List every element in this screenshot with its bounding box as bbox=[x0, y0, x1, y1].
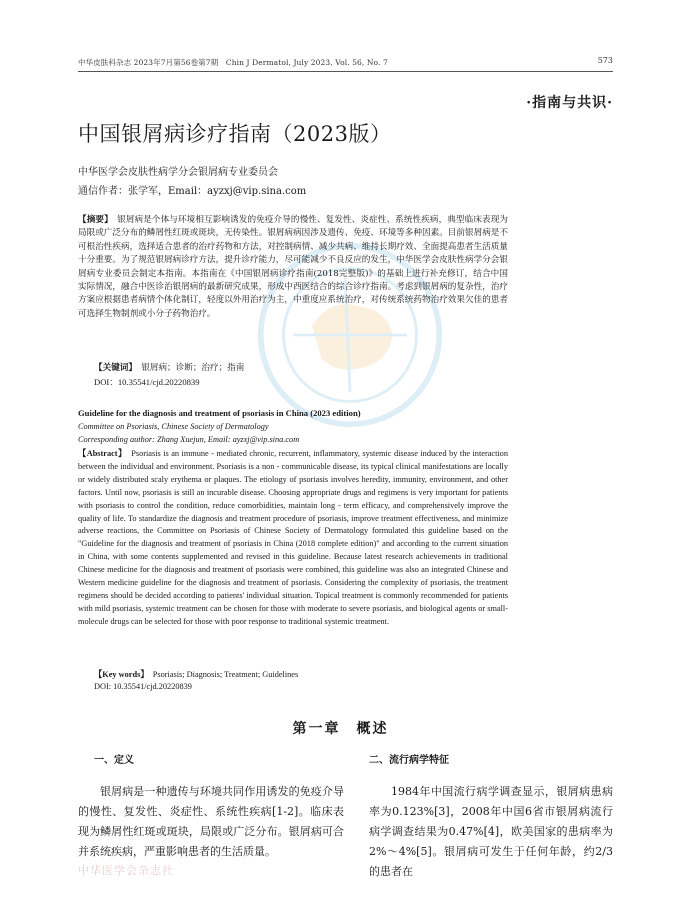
corresponding-author: 通信作者：张学军，Email：ayzxj@vip.sina.com bbox=[78, 186, 307, 197]
journal-header: 中华皮肤科杂志 2023年7月第56卷第7期 Chin J Dermatol, July 2023, Vol. 56, No. 7 bbox=[78, 58, 388, 67]
chinese-abstract-text: 银屑病是个体与环境相互影响诱发的免疫介导的慢性、复发性、炎症性、系统性疾病，典型临床表现为局限或广泛分布的鳞屑性红斑或斑块，无传染性。银屑病病因涉及遗传、免疫、环境等多种因素。目前银屑病是不可根治性疾病，选择适合患者的治疗药物和方法，对控制病情、减少共病、维持长期疗效、全面提高患者生活质量十分重要。为了规范银屑病诊疗方法，提升诊疗能力，尽可能减少不良反应的发生，中华医学会皮肤性病学分会银屑病专业委员会制定本指南。本指南在《中国银屑病诊疗指南(2018完整版)》的基础上进行补充修订，结合中国实际情况，融合中医诊治银屑病的最新研究成果，形成中西医结合的综合诊疗指南。考虑到银屑病的复杂性，治疗方案应根据患者病情个体化制订，轻度以外用治疗为主，中重度应系统治疗，对传统系统药物治疗效果欠佳的患者可选择生物制剂或小分子药物治疗。 bbox=[78, 215, 508, 319]
body-text-left-column bbox=[78, 782, 344, 862]
epidemiology-paragraph: 1984年中国流行病学调查显示，银屑病患病率为0.123%[3]，2008年中国6省市银屑病流行病学调查结果为0.47%[4]，欧美国家的患病率为2%～4%[5]。银屑病可发生于任何年龄，约2/3的患者在 bbox=[369, 785, 613, 878]
chinese-keywords-label: 【关键词】 bbox=[94, 363, 133, 373]
english-doi: DOI: 10.35541/cjd.20220839 bbox=[94, 682, 192, 691]
english-title: Guideline for the diagnosis and treatment of psoriasis in China (2023 edition) bbox=[78, 408, 361, 418]
chinese-abstract-label: 【摘要】 bbox=[78, 215, 109, 225]
section-heading-definition: 一、定义 bbox=[94, 755, 134, 766]
chinese-doi: DOI：10.35541/cjd.20220839 bbox=[94, 377, 200, 387]
column-label: ·指南与共识· bbox=[526, 95, 613, 111]
chinese-keywords-text: 银屑病；诊断；治疗；指南 bbox=[132, 363, 245, 373]
chinese-keywords bbox=[94, 361, 244, 373]
english-keywords-label: 【Key words】 bbox=[94, 670, 145, 679]
english-corresponding-author: Corresponding author: Zhang Xuejun, Email: ayzxj@vip.sina.com bbox=[78, 435, 300, 444]
english-abstract-text: Psoriasis is an immune - mediated chronic, recurrent, inflammatory, systemic disease induced by the interaction between the individual and environment. Psoriasis is a non - communicable disease, its typical clinical manifestations are locally or widely distributed scaly erythema or plaques. The etiology of psoriasis involves heredity, immunity, environment, and other factors. Until now, psoriasis is still an incurable disease. Choosing appropriate drugs and regimens is very important for patients with psoriasis to control the condition, reduce comorbidities, maintain long - term efficacy, and comprehensively improve the quality of life. To standardize the diagnosis and treatment procedure of psoriasis, improve treatment effectiveness, and minimize adverse reactions, the Committee on Psoriasis of Chinese Society of Dermatology formulated this guideline based on the "Guideline for the diagnosis and treatment of psoriasis in China (2018 complete edition)" and according to the current situation in China, with some contents supplemented and revised in this guideline. Because latest research achievements in traditional Chinese medicine for the diagnosis and treatment of psoriasis were combined, this guideline was also an integrated Chinese and Western medicine guideline for the diagnosis and treatment of psoriasis. Considering the complexity of psoriasis, the treatment regimens should be decided according to patients' individual situation. Topical treatment is commonly recommended for patients with mild psoriasis, systemic treatment can be chosen for those with moderate to severe psoriasis, and biological agents or small-molecule drugs can be selected for those with poor response to traditional systemic treatment. bbox=[78, 449, 508, 626]
body-text-right-column bbox=[369, 782, 613, 882]
authors: 中华医学会皮肤性病学分会银屑病专业委员会 bbox=[78, 167, 278, 178]
definition-paragraph: 银屑病是一种遗传与环境共同作用诱发的免疫介导的慢性、复发性、炎症性、系统性疾病[1-2]。临床表现为鳞屑性红斑或斑块，局限或广泛分布。银屑病可合并系统疾病，严重影响患者的生活质量。 bbox=[78, 785, 344, 858]
english-abstract bbox=[78, 448, 508, 629]
english-committee: Committee on Psoriasis, Chinese Society of Dermatology bbox=[78, 422, 269, 431]
section-heading-epidemiology: 二、流行病学特征 bbox=[369, 755, 449, 766]
publisher-watermark: 中华医学会杂志社 bbox=[78, 864, 174, 877]
english-keywords-text: Psoriasis; Diagnosis; Treatment; Guidelines bbox=[144, 670, 299, 679]
chinese-abstract bbox=[78, 214, 508, 321]
chapter-heading: 第一章 概述 bbox=[292, 721, 389, 737]
article-title: 中国银屑病诊疗指南（2023版） bbox=[78, 122, 392, 146]
english-keywords bbox=[94, 668, 298, 680]
page-number: 573 bbox=[597, 56, 613, 65]
header-rule bbox=[78, 71, 613, 72]
english-abstract-label: 【Abstract】 bbox=[78, 449, 123, 458]
